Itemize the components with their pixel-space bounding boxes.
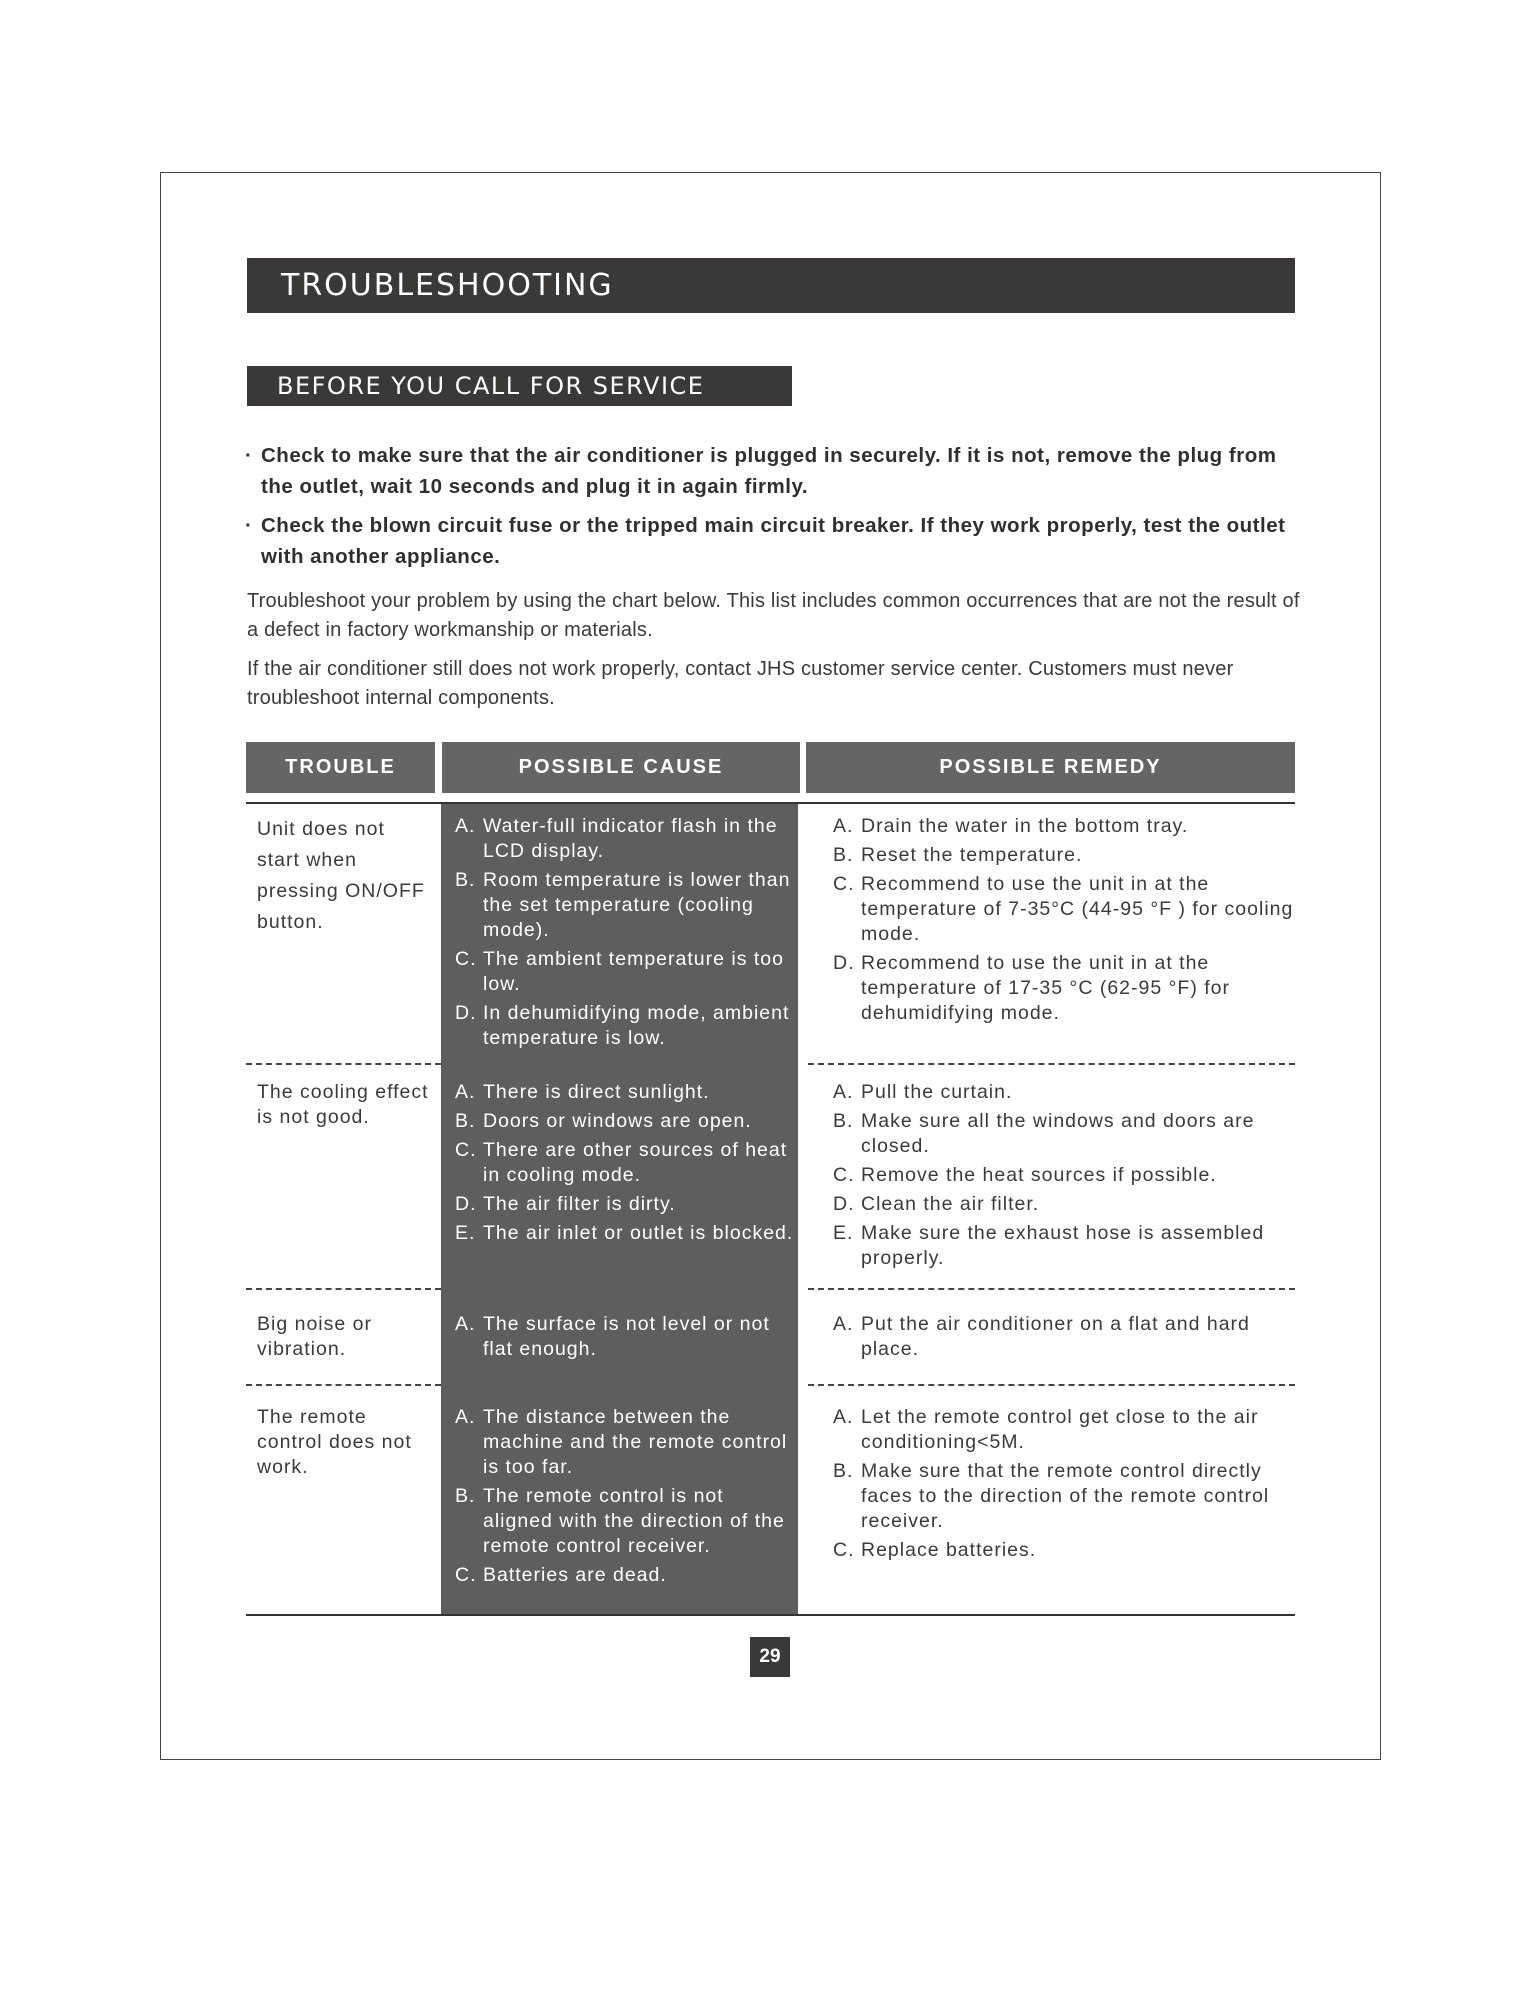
cause-item: A. There is direct sunlight. [455, 1081, 710, 1103]
intro-paragraph: If the air conditioner still does not work properly, contact JHS customer service center. Customers must never troubleshoot internal components. [247, 658, 1234, 709]
remedy-item: A. Pull the curtain. [833, 1081, 1013, 1103]
remedy-item: C. Replace batteries. [833, 1539, 1037, 1561]
cause-item: A. The surface is not level or not flat enough. [455, 1313, 770, 1360]
cause-item: B. The remote control is not aligned with the direction of the remote control receiver. [455, 1485, 785, 1557]
cause-item: C. There are other sources of heat in cooling mode. [455, 1139, 788, 1186]
cause-item: B. Doors or windows are open. [455, 1110, 752, 1132]
remedy-cell [833, 1080, 1303, 1275]
row-divider [246, 1063, 441, 1065]
remedy-item: D. Clean the air filter. [833, 1193, 1040, 1215]
remedy-cell [833, 1312, 1303, 1366]
remedy-item: A. Drain the water in the bottom tray. [833, 815, 1189, 837]
cause-item: E. The air inlet or outlet is blocked. [455, 1222, 794, 1244]
row-divider [808, 1063, 1295, 1065]
remedy-item: D. Recommend to use the unit in at the temperature of 17-35 °C (62-95 °F) for dehumidifying mode. [833, 952, 1230, 1024]
cause-cell [455, 1312, 795, 1366]
trouble-cell: Unit does not start when pressing ON/OFF button. [257, 818, 425, 933]
remedy-item: B. Make sure that the remote control directly faces to the direction of the remote control receiver. [833, 1460, 1270, 1532]
remedy-cell [833, 1405, 1303, 1567]
checklist-text: Check the blown circuit fuse or the tripped main circuit breaker. If they work properly, test the outlet with another appliance. [261, 514, 1286, 568]
cause-item: C. Batteries are dead. [455, 1564, 667, 1586]
cause-cell [455, 1080, 795, 1250]
checklist-item [247, 440, 1307, 502]
cause-cell [455, 814, 795, 1055]
checklist-text: Check to make sure that the air conditioner is plugged in securely. If it is not, remove the plug from the outlet, wait 10 seconds and plug it in again firmly. [261, 444, 1277, 498]
row-divider [808, 1384, 1295, 1386]
row-divider [808, 1288, 1295, 1290]
cause-item: D. In dehumidifying mode, ambient temperature is low. [455, 1002, 790, 1049]
remedy-item: C. Recommend to use the unit in at the temperature of 7-35°C (44-95 °F ) for cooling mode. [833, 873, 1294, 945]
row-divider [246, 1384, 441, 1386]
header-possible-cause: POSSIBLE CAUSE [442, 742, 800, 793]
page-title: TROUBLESHOOTING [247, 258, 1295, 313]
table-bottom-rule [246, 1614, 1295, 1616]
section-heading: BEFORE YOU CALL FOR SERVICE [247, 366, 792, 406]
cause-item: C. The ambient temperature is too low. [455, 948, 784, 995]
cause-item: B. Room temperature is lower than the set temperature (cooling mode). [455, 869, 791, 941]
bullet-marker: · [245, 514, 253, 537]
cause-item: D. The air filter is dirty. [455, 1193, 676, 1215]
row-divider [246, 1288, 441, 1290]
cause-item: A. Water-full indicator flash in the LCD display. [455, 815, 778, 862]
trouble-cell: The cooling effect is not good. [257, 1081, 429, 1128]
cause-cell [455, 1405, 795, 1592]
page-number: 29 [750, 1637, 790, 1677]
intro-paragraph: Troubleshoot your problem by using the chart below. This list includes common occurrences that are not the result of a defect in factory workmanship or materials. [247, 590, 1300, 641]
remedy-item: A. Let the remote control get close to the air conditioning<5M. [833, 1406, 1259, 1453]
remedy-item: E. Make sure the exhaust hose is assembled properly. [833, 1222, 1265, 1269]
header-trouble: TROUBLE [246, 742, 435, 793]
cause-item: A. The distance between the machine and the remote control is too far. [455, 1406, 788, 1478]
checklist [247, 440, 1307, 580]
trouble-cell: The remote control does not work. [257, 1406, 412, 1478]
trouble-cell: Big noise or vibration. [257, 1313, 372, 1360]
remedy-item: C. Remove the heat sources if possible. [833, 1164, 1217, 1186]
remedy-item: B. Reset the temperature. [833, 844, 1083, 866]
remedy-item: B. Make sure all the windows and doors are closed. [833, 1110, 1255, 1157]
bullet-marker: · [245, 444, 253, 467]
header-possible-remedy: POSSIBLE REMEDY [806, 742, 1295, 793]
remedy-item: A. Put the air conditioner on a flat and hard place. [833, 1313, 1250, 1360]
checklist-item [247, 510, 1307, 572]
remedy-cell [833, 814, 1303, 1030]
